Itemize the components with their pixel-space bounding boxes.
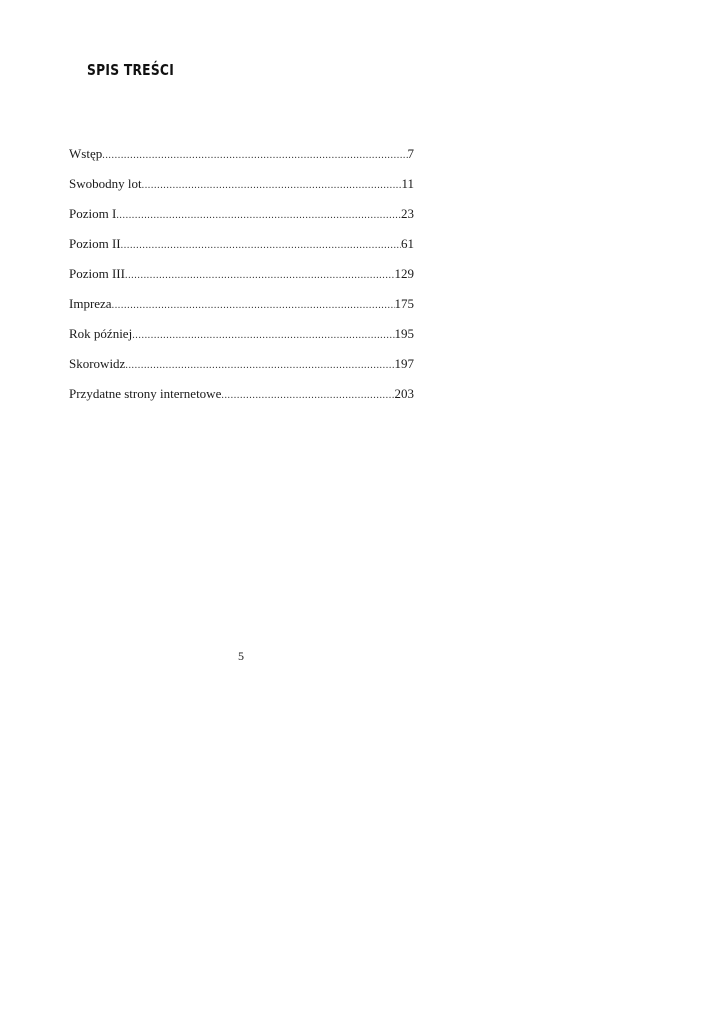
dot-leader (112, 293, 395, 319)
toc-entry-page: 203 (394, 386, 414, 401)
toc-entry-rok-pozniej (69, 321, 414, 351)
toc-entry-page: 129 (394, 266, 414, 281)
toc-entry-wstep (69, 141, 414, 171)
toc-entry-page: 195 (394, 326, 414, 341)
toc-entry-page: 175 (394, 296, 414, 311)
toc-entry-label: Poziom II (69, 236, 121, 251)
toc-entry-przydatne-strony (69, 381, 414, 411)
toc-entry-label: Skorowidz (69, 356, 126, 371)
toc-entry-swobodny-lot (69, 171, 414, 201)
toc-entry-label: Rok później (69, 326, 133, 341)
toc-entry-page: 11 (401, 176, 414, 191)
dot-leader (121, 233, 401, 259)
toc-entry-label: Poziom I (69, 206, 117, 221)
toc-entry-label: Wstęp (69, 146, 103, 161)
dot-leader (125, 263, 395, 289)
dot-leader (125, 353, 394, 379)
dot-leader (132, 323, 394, 349)
toc-entry-label: Impreza (69, 296, 112, 311)
toc-entry-poziom-3 (69, 261, 414, 291)
toc-entry-page: 61 (401, 236, 414, 251)
page-number: 5 (238, 649, 244, 663)
toc-entry-skorowidz (69, 351, 414, 381)
toc-entry-impreza (69, 291, 414, 321)
dot-leader (116, 203, 401, 229)
toc-entry-label: Swobodny lot (69, 176, 142, 191)
toc-entry-page: 23 (401, 206, 414, 221)
dot-leader (142, 173, 402, 199)
toc-entry-page: 7 (407, 146, 414, 161)
toc-entry-label: Poziom III (69, 266, 125, 281)
toc-entry-poziom-2 (69, 231, 414, 261)
toc-heading: SPIS TREŚCI (87, 61, 175, 79)
dot-leader (221, 383, 394, 409)
table-of-contents (69, 141, 414, 411)
toc-entry-page: 197 (394, 356, 414, 371)
toc-entry-poziom-1 (69, 201, 414, 231)
dot-leader (102, 143, 407, 169)
toc-entry-label: Przydatne strony internetowe (69, 386, 222, 401)
